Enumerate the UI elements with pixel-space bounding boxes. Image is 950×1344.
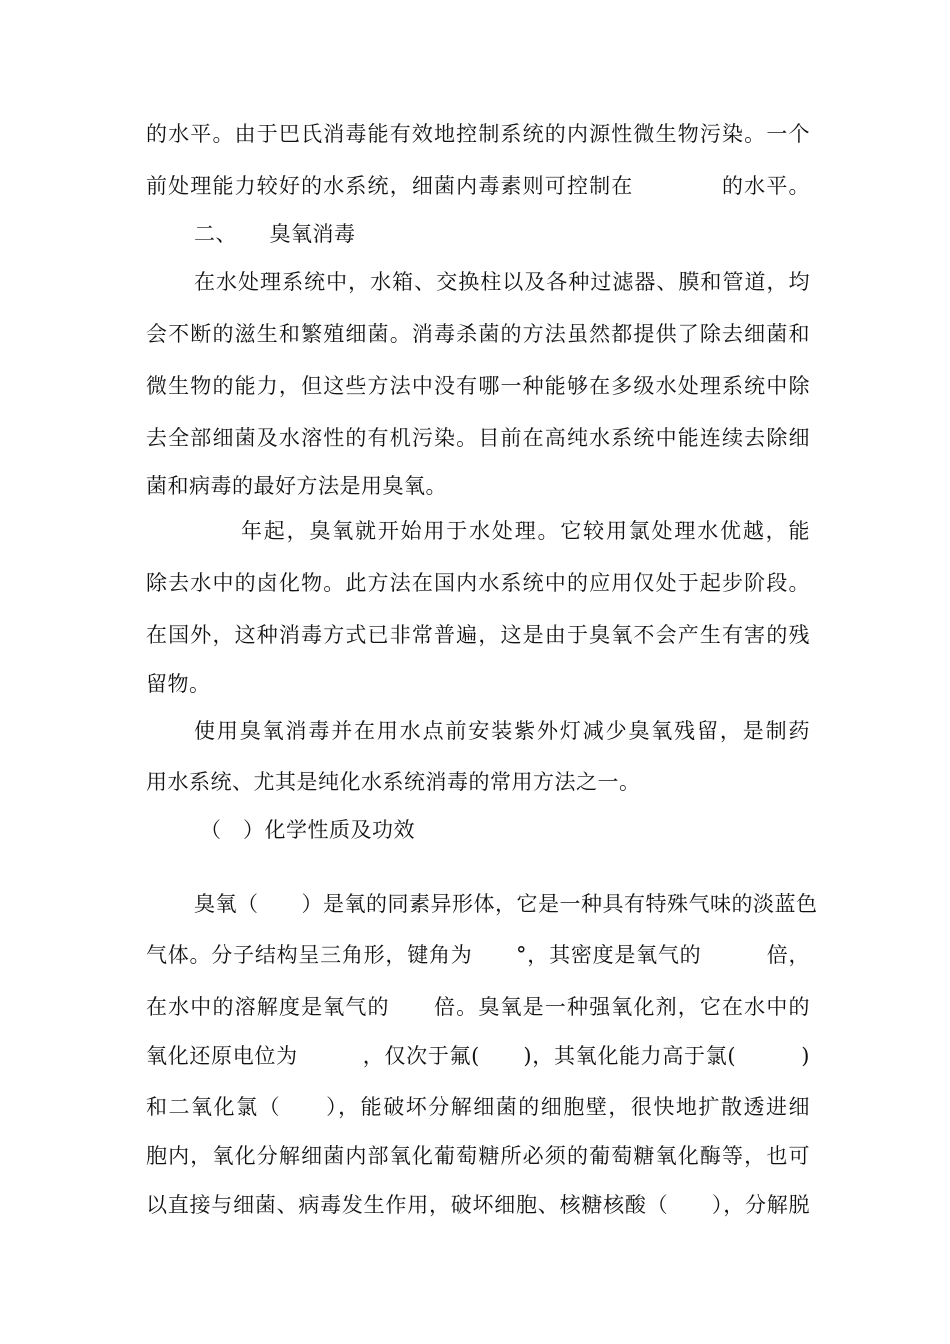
text-line: 除去水中的卤化物。此方法在国内水系统中的应用仅处于起步阶段。 <box>146 571 810 595</box>
text-line: 会不断的滋生和繁殖细菌。消毒杀菌的方法虽然都提供了除去细菌和 <box>146 322 810 346</box>
text-line: 去全部细菌及水溶性的有机污染。目前在高纯水系统中能连续去除细 <box>146 426 810 450</box>
text-line: 在水中的溶解度是氧气的 倍。臭氧是一种强氧化剂，它在水中的 <box>146 995 810 1019</box>
text-line: 氧化还原电位为 ，仅次于氟( )，其氧化能力高于氯( ) <box>146 1044 810 1068</box>
text-line: 的水平。由于巴氏消毒能有效地控制系统的内源性微生物污染。一个 <box>146 122 810 146</box>
text-line: 用水系统、尤其是纯化水系统消毒的常用方法之一。 <box>146 770 641 794</box>
text-line: 留物。 <box>146 672 211 696</box>
text-line: 微生物的能力，但这些方法中没有哪一种能够在多级水处理系统中除 <box>146 374 810 398</box>
text-line: 年起，臭氧就开始用于水处理。它较用氯处理水优越，能 <box>241 519 810 543</box>
text-line: 在国外，这种消毒方式已非常普遍，这是由于臭氧不会产生有害的残 <box>146 623 810 647</box>
text-line: 前处理能力较好的水系统，细菌内毒素则可控制在 的水平。 <box>146 174 810 198</box>
text-line: 菌和病毒的最好方法是用臭氧。 <box>146 474 447 498</box>
text-line: 以直接与细菌、病毒发生作用，破坏细胞、核糖核酸（ ），分解脱 <box>146 1193 810 1217</box>
text-line: 和二氧化氯（ ），能破坏分解细菌的细胞壁，很快地扩散透进细 <box>146 1095 810 1119</box>
text-line: 气体。分子结构呈三角形，键角为 °，其密度是氧气的 倍， <box>146 943 810 967</box>
text-line: 胞内，氧化分解细菌内部氧化葡萄糖所必须的葡萄糖氧化酶等，也可 <box>146 1144 810 1168</box>
text-line: 臭氧（ ）是氧的同素异形体，它是一种具有特殊气味的淡蓝色 <box>194 892 818 916</box>
section-heading: 二、 臭氧消毒 <box>194 222 356 246</box>
text-line: 使用臭氧消毒并在用水点前安装紫外灯减少臭氧残留，是制药 <box>194 719 810 743</box>
subsection-heading: （ ）化学性质及功效 <box>200 818 415 842</box>
text-line: 在水处理系统中，水箱、交换柱以及各种过滤器、膜和管道，均 <box>194 270 810 294</box>
